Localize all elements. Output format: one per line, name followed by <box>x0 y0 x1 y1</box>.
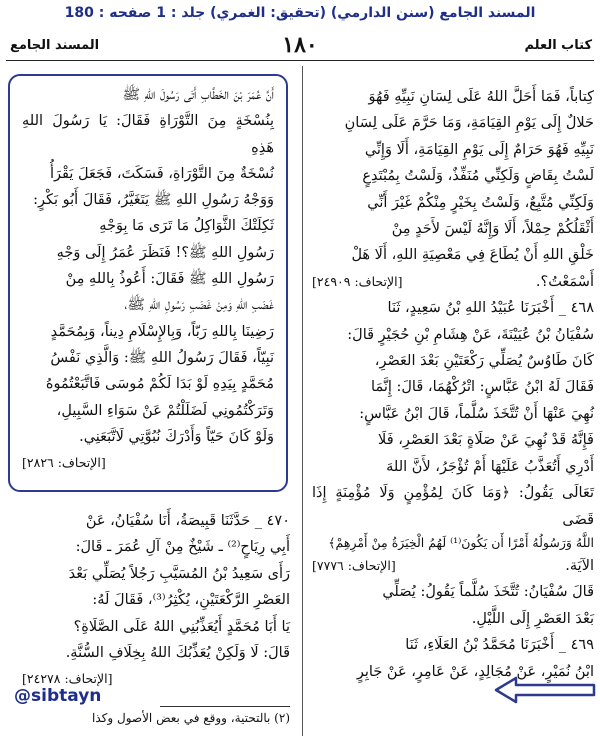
text-line: فَإِنَّهُ قَدْ نُهِيَ عَنْ صَلَاةٍ بَعْدَ العَصْرِ، فَلَا <box>378 432 594 449</box>
ithaf-reference: [الإتحاف: ٢٤٩٠٩] <box>312 273 403 289</box>
text-line: أَثْقَلُكُمْ حِمْلاً، أَلَا وَإِنَّهُ لَيْسَ لأَحَدٍ مِنْ <box>391 221 594 238</box>
text-line: رَسُولِ اللهِ ﷺ؟! فَنَظَرَ عُمَرُ إِلَى وَجْهِ <box>56 244 274 261</box>
hadith-469-start: ٤٦٩ _ أَخْبَرَنَا مُحَمَّدُ بْنُ العَلَاءِ، ثَنَا <box>405 637 594 654</box>
text-line: كَانَ طَاوُسٌ يُصَلِّي رَكْعَتَيْنِ بَعْدَ العَصْرِ، <box>374 353 594 370</box>
text-line: نُسْخَةٌ مِنَ التَّوْرَاةِ، فَسَكَتَ، فَجَعَلَ يَقْرَأُ <box>49 165 274 182</box>
text-line: بِنُسْخَةٍ مِنَ التَّوْرَاةِ فَقَالَ: يَا رَسُولَ اللهِ هَذِهِ <box>22 113 274 156</box>
text-line: وَتَرَكْتُمُونِي لَضَلَلْتُمْ عَنْ سَوَاءِ السَّبِيلِ، <box>56 402 274 419</box>
text-line: خَلْقِ اللهِ أَنْ يُطَاعَ فِي مَعْصِيَةِ اللهِ، أَلَا هَلْ <box>351 247 594 264</box>
ithaf-reference: [الإتحاف: ٧٧٧٦] <box>312 557 396 573</box>
text-line: قَالَ سُفْيَانُ: تُتَّخَذَ سُلَّماً يَقُولُ: يُصَلِّي <box>382 584 594 601</box>
ithaf-reference: [الإتحاف: ٢٤٢٧٨] <box>22 671 113 687</box>
text-line: رَسُولِ اللهِ ﷺ فَقَالَ: أَعُوذُ بِاللهِ مِنْ <box>65 271 274 288</box>
pointer-arrow-icon <box>492 672 598 708</box>
text-line: نَبِيّاً، فَقَالَ رَسُولُ اللهِ ﷺ: وَالَّذِي نَفْسُ <box>50 349 274 366</box>
text-line: العَصْرِ الرَّكْعَتَيْنِ، يُكْثِرُ⁽³⁾، فَقَالَ لَهُ: <box>92 592 290 609</box>
text-line: تَعَالَى يَقُولُ: ﴿وَمَا كَانَ لِمُؤْمِنٍ وَلَا مُؤْمِنَةٍ إِذَا قَضَى <box>312 485 594 528</box>
text-line: وَوَجْهُ رَسُولِ اللهِ ﷺ يَتَغَيَّرُ، فَقَالَ أَبُو بَكْرٍ: <box>33 192 274 209</box>
column-divider <box>302 66 303 736</box>
hadith-468-start: ٤٦٨ _ أَخْبَرَنَا عُبَيْدُ اللهِ بْنُ سَعِيدٍ، ثَنَا <box>387 300 594 317</box>
hadith-470-start: ٤٧٠ _ حَدَّثَنَا قَبِيصَةُ، أَنَا سُفْيَانُ، عَنْ <box>85 513 290 529</box>
text-line: بَعْدَ العَصْرِ إِلَى اللَّيْلِ. <box>471 610 594 627</box>
text-line: ثَكِلَتْكَ الثَّوَاكِلُ مَا تَرَى مَا بِوَجْهِ <box>99 218 274 235</box>
footnote-rule <box>160 706 290 707</box>
text-fragment: أَسْمَعْتُ؟. <box>535 273 594 290</box>
left-column <box>22 508 290 693</box>
text-line: وَلَوْ كَانَ حَيّاً وَأَدْرَكَ نُبُوَّتِي لَاتَّبَعَنِي. <box>79 428 274 445</box>
text-line-with-ithaf <box>312 269 594 295</box>
text-line-with-ithaf <box>312 553 594 579</box>
text-line: نَبِيِّهِ فَهُوَ حَرَامٌ إِلَى يَوْمِ القِيَامَةِ، أَلَا وَإِنِّي <box>364 141 594 158</box>
quran-verse: اللَّهُ وَرَسُولُهُ أَمْرًا أَن يَكُونَ⁽¹⁾ لَهُمُ الْخِيَرَةُ مِنْ أَمْرِهِمْ﴾ <box>328 534 594 550</box>
footnote: (٢) بالتحتية، ووقع في بعض الأصول وكذا <box>92 711 290 725</box>
watermark: @sibtayn <box>14 686 102 706</box>
text-line: حَلالٌ إِلَى يَوْمِ القِيَامَةِ، وَمَا حَرَّمَ عَلَى لِسَانِ <box>344 115 594 132</box>
text-line: فَقَالَ لَهُ ابْنُ عَبَّاسٍ: اتْرُكْهُمَا، قَالَ: إِنَّمَا <box>371 379 594 396</box>
page-number: ١٨٠ <box>282 32 318 58</box>
text-line: رَأَى سَعِيدُ بْنُ المُسَيَّبِ رَجُلاً يُصَلِّي بَعْدَ <box>68 565 290 582</box>
top-banner: المسند الجامع (سنن الدارمي) (تحقيق: الغمري) جلد : 1 صفحه : 180 <box>64 5 536 21</box>
running-header <box>0 32 600 58</box>
text-line: قَالَ: لَا وَلَكِنْ يُعَذِّبُكَ اللهُ بِخِلَافِ السُّنَّةِ. <box>65 645 290 662</box>
text-line: رَضِينَا بِاللهِ رَبّاً، وَبِالإِسْلَامِ دِيناً، وَبِمُحَمَّدٍ <box>50 323 274 340</box>
text-line: أَبِي رِيَاحٍ⁽²⁾ ـ شَيْخٌ مِنْ آلِ عُمَرَ ـ قَالَ: <box>75 539 290 556</box>
right-column <box>312 84 594 685</box>
book-title-left: المسند الجامع <box>10 38 100 53</box>
text-line: أَدْرِي أَتُعَذَّبُ عَلَيْهَا أَمْ تُؤْجَرُ، لأَنَّ اللهَ <box>386 458 594 475</box>
text-line: يَا أَبَا مُحَمَّدٍ أَيُعَذِّبُنِي اللهُ عَلَى الصَّلَاةِ؟ <box>73 618 290 635</box>
text-line: ابْنُ نُمَيْرٍ، عَنْ مُجَالِدٍ، عَنْ عَامِرٍ، عَنْ جَابِرٍ <box>356 663 594 680</box>
text-line: سُفْيَانُ بْنُ عُيَيْنَةَ، عَنْ هِشَامِ بْنِ حُجَيْرٍ قَالَ: <box>347 326 594 343</box>
ithaf-reference: [الإتحاف: ٢٨٢٦] <box>22 455 106 471</box>
highlighted-hadith-box <box>8 74 288 492</box>
text-line: مُحَمَّدٍ بِيَدِهِ لَوْ بَدَا لَكُمْ مُوسَى فَاتَّبَعْتُمُوهُ <box>45 376 274 393</box>
text-line: نُهِيَ عَنْهَا أَنْ تُتَّخَذَ سُلَّماً، قَالَ ابْنُ عَبَّاسٍ: <box>359 405 594 422</box>
header-rule <box>6 60 594 61</box>
text-line: كِتاباً، فَمَا أَحَلَّ اللهُ عَلَى لِسَانِ نَبِيِّهِ فَهُوَ <box>368 89 594 105</box>
text-line: أَنَّ عُمَرَ بْنَ الخَطَّابِ أَتَى رَسُولَ اللهِ ﷺ <box>122 87 274 103</box>
text-line: غَضَبِ اللهِ وَمِنْ غَضَبِ رَسُولِ اللهِ ﷺ، <box>124 297 274 314</box>
text-fragment: الآيَة. <box>565 557 594 574</box>
book-title-right: كتاب العلم <box>524 38 592 53</box>
text-line: لَسْتُ بِقَاضٍ وَلَكِنِّي مُنَفِّذٌ، وَلَسْتُ بِمُبْتَدِعٍ <box>362 168 594 185</box>
text-line: وَلَكِنِّي مُتَّبِعٌ، وَلَسْتُ بِخَيْرٍ مِنْكُمْ غَيْرَ أَنِّي <box>367 194 594 211</box>
